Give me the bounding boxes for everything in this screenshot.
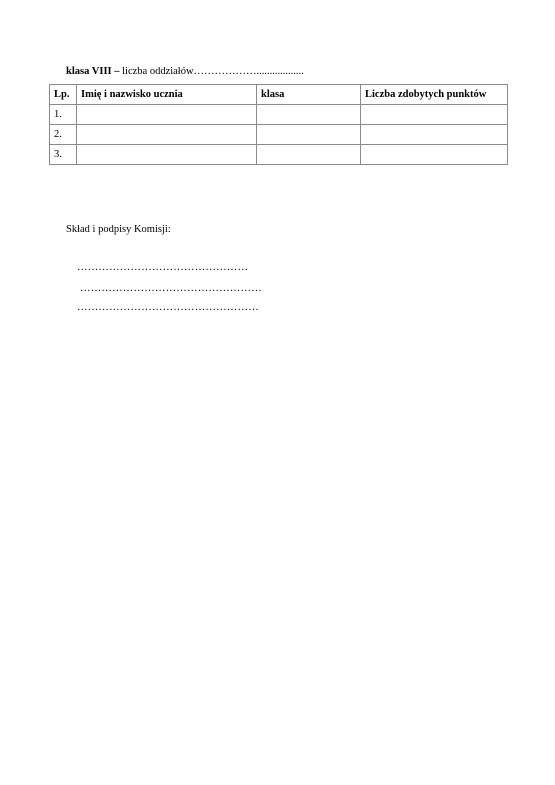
students-points-table — [49, 84, 508, 165]
header-class: klasa — [257, 85, 361, 105]
table-row — [50, 105, 508, 125]
commission-label: Skład i podpisy Komisji: — [66, 224, 171, 235]
row-number: 3. — [50, 145, 77, 165]
signature-line: …………………………………………… — [77, 302, 259, 313]
table-row — [50, 125, 508, 145]
class-label: klasa VIII – — [66, 66, 120, 77]
header-points: Liczba zdobytych punktów — [361, 85, 508, 105]
points-cell — [361, 105, 508, 125]
class-cell — [257, 125, 361, 145]
student-name-cell — [77, 105, 257, 125]
form-heading — [66, 66, 304, 77]
table-row — [50, 145, 508, 165]
points-cell — [361, 125, 508, 145]
table-header-row — [50, 85, 508, 105]
class-cell — [257, 145, 361, 165]
student-name-cell — [77, 125, 257, 145]
signature-line: ………………………………………… — [77, 262, 249, 273]
row-number: 2. — [50, 125, 77, 145]
row-number: 1. — [50, 105, 77, 125]
header-lp: Lp. — [50, 85, 77, 105]
sections-count-label: liczba oddziałów……………….................. — [122, 66, 304, 77]
points-cell — [361, 145, 508, 165]
student-name-cell — [77, 145, 257, 165]
class-cell — [257, 105, 361, 125]
signature-line: …………………………………………… — [80, 283, 262, 294]
header-student-name: Imię i nazwisko ucznia — [77, 85, 257, 105]
